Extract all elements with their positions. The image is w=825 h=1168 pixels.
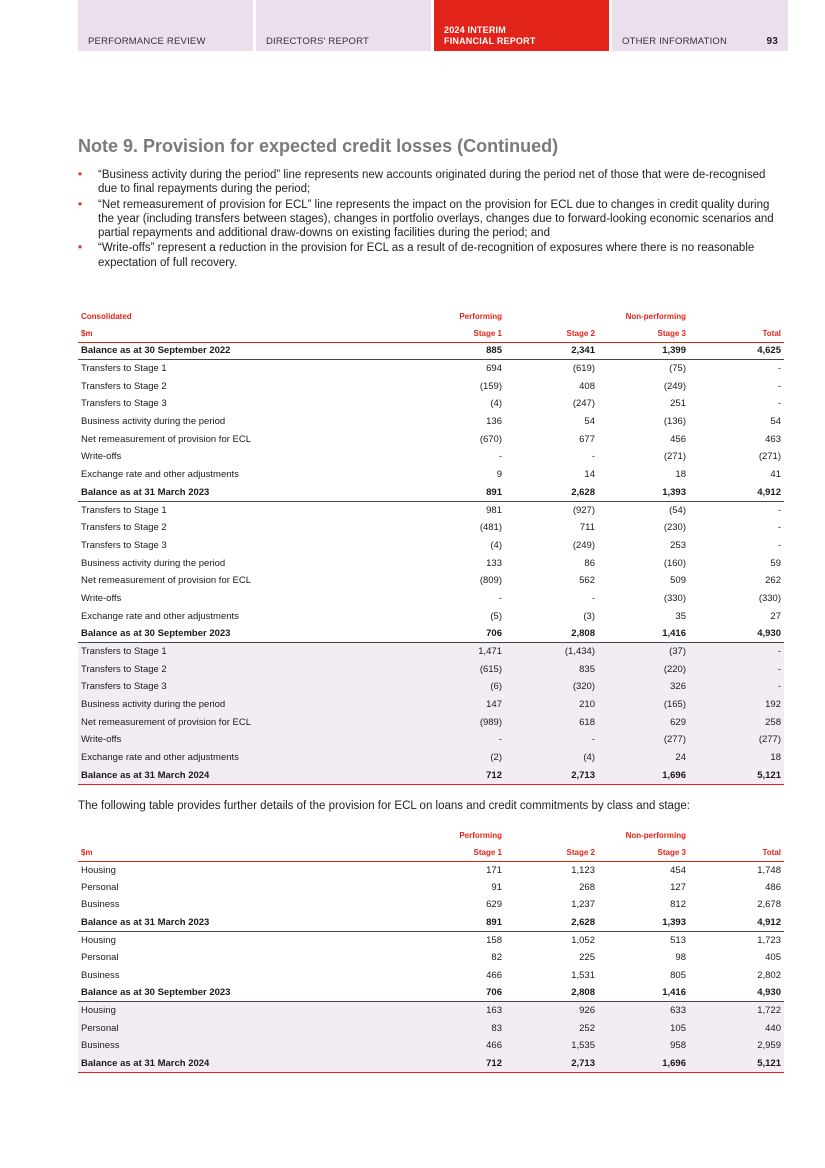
balance-row [78,342,784,360]
table-cell: 712 [418,1055,505,1073]
table-cell: (230) [663,522,686,534]
table-cell: - [505,731,598,749]
table-cell: (271) [758,451,781,463]
table-cell: - [498,592,502,604]
table-cell: 136 [486,416,502,428]
table-cell: 14 [584,469,595,481]
row-label: Personal [81,952,119,964]
table-cell: (615) [418,660,505,678]
ecl-movement-table [78,308,784,785]
table-cell: 252 [505,1019,598,1037]
row-label: Business [81,969,120,981]
row-label: Business activity during the period [81,416,226,428]
row-label: Balance as at 31 March 2023 [78,484,418,502]
table-row [78,554,784,572]
table-cell: 456 [670,433,686,445]
row-label: Write-offs [78,731,418,749]
row-label: Balance as at 31 March 2024 [78,767,418,785]
row-label: Net remeasurement of provision for ECL [78,713,418,731]
table-row [78,931,784,949]
column-header [689,827,784,844]
table-cell: 1,052 [571,934,595,946]
row-label: Balance as at 30 September 2023 [78,984,418,1002]
table-cell: 2,808 [505,625,598,643]
table-cell: 2,713 [505,767,598,785]
table-cell: 59 [770,557,781,569]
tab-label: PERFORMANCE REVIEW [88,36,206,47]
table-cell: 4,912 [689,484,784,502]
table-cell: 86 [584,557,595,569]
table-row [78,678,784,696]
table-cell: - [777,522,781,534]
table-cell: 405 [765,952,781,964]
table-cell: 105 [598,1019,689,1037]
section-tabs [78,0,788,51]
table-cell: - [498,451,502,463]
row-label: Business [78,1037,418,1055]
row-label: Business [81,899,120,911]
table-cell: - [777,380,781,392]
table-cell: 91 [491,881,502,893]
table-cell: 158 [486,934,502,946]
row-label: Business activity during the period [81,557,226,569]
table-cell: 133 [486,557,502,569]
table-cell: (4) [490,398,502,410]
column-header: Total [689,844,784,861]
table-cell: 2,628 [505,914,598,932]
table-cell: - [777,539,781,551]
column-header [505,308,598,325]
table-row [78,519,784,537]
table-row [78,713,784,731]
table-header-row [78,827,784,844]
balance-row [78,1055,784,1073]
table-cell: 258 [689,713,784,731]
table-cell: 225 [579,952,595,964]
table-row [78,1019,784,1037]
table-cell: (670) [479,433,502,445]
table-cell: (5) [490,610,502,622]
table2-intro: The following table provides further details of the provision for ECL on loans and credit commitments by class and stage: [78,800,690,812]
table-cell: 1,399 [598,342,689,360]
table-row [78,501,784,519]
table-row [78,643,784,661]
row-label: Housing [81,934,116,946]
table-header-row [78,325,784,342]
table-row [78,537,784,555]
table-cell: 1,237 [571,899,595,911]
table-row [78,395,784,413]
column-header: $m [78,844,418,861]
table-cell: - [689,643,784,661]
row-label: Net remeasurement of provision for ECL [81,433,252,445]
table-cell: 1,696 [598,1055,689,1073]
tab-directors-report[interactable] [256,0,431,51]
table-cell: 262 [765,575,781,587]
table-cell: - [689,678,784,696]
table-cell: 1,393 [598,484,689,502]
table-row [78,360,784,378]
column-header: Stage 2 [505,844,598,861]
balance-row [78,625,784,643]
balance-row [78,914,784,932]
row-label: Transfers to Stage 1 [81,504,167,516]
table-row [78,967,784,985]
balance-row [78,484,784,502]
balance-row [78,984,784,1002]
row-label: Business activity during the period [78,696,418,714]
table-row [78,572,784,590]
tab-performance-review[interactable] [78,0,253,51]
row-label: Transfers to Stage 3 [81,539,167,551]
table-cell: 562 [579,575,595,587]
table-cell: 1,723 [757,934,781,946]
table-cell: 835 [505,660,598,678]
table-cell: 440 [689,1019,784,1037]
table-row [78,731,784,749]
row-label: Transfers to Stage 2 [78,660,418,678]
column-header [689,308,784,325]
table-header-row [78,308,784,325]
table-cell: 98 [675,952,686,964]
table-cell: 1,535 [505,1037,598,1055]
table-cell: - [591,451,595,463]
table-cell: - [418,731,505,749]
row-label: Housing [78,1002,418,1020]
table-row [78,448,784,466]
bullet-item: • “Business activity during the period” line represents new accounts originated during the period net of those that were de-recognised due to final repayments during the period; [78,168,778,197]
table-cell: 2,678 [757,899,781,911]
table-cell: 9 [496,469,502,481]
table-cell: (75) [669,363,686,375]
table-row [78,896,784,914]
table-cell: 27 [770,610,781,622]
table-cell: (271) [663,451,686,463]
table-cell: 5,121 [689,767,784,785]
row-label: Transfers to Stage 2 [81,522,167,534]
table-cell: (249) [663,380,686,392]
table-cell: 711 [579,522,595,534]
row-label: Exchange rate and other adjustments [81,610,239,622]
table-cell: 408 [579,380,595,392]
column-header: $m [78,325,418,342]
column-header: Performing [459,312,502,321]
table-cell: (4) [505,749,598,767]
row-label: Exchange rate and other adjustments [78,749,418,767]
table-cell: 1,748 [757,864,781,876]
column-header: Stage 3 [598,325,689,342]
table-cell: (165) [598,696,689,714]
row-label: Balance as at 31 March 2024 [78,1055,418,1073]
table-cell: 706 [418,984,505,1002]
row-label: Net remeasurement of provision for ECL [81,575,252,587]
table-cell: (481) [479,522,502,534]
table-cell: 513 [670,934,686,946]
column-header: Non-performing [625,831,686,840]
tab-label: DIRECTORS' REPORT [266,36,370,47]
table-cell: (2) [418,749,505,767]
table-cell: (160) [663,557,686,569]
table-cell: 454 [670,864,686,876]
table-row [78,413,784,431]
table-cell: (6) [418,678,505,696]
table-cell: (330) [758,592,781,604]
table-cell: 2,628 [505,484,598,502]
column-header: Stage 1 [418,844,505,861]
table-cell: (619) [572,363,595,375]
table-cell: 4,930 [689,625,784,643]
table-cell: 812 [670,899,686,911]
table-cell: (136) [663,416,686,428]
row-label: Write-offs [81,592,122,604]
table-cell: - [591,592,595,604]
table-cell: 694 [486,363,502,375]
table-cell: 35 [675,610,686,622]
row-label: Transfers to Stage 1 [81,363,167,375]
table-row [78,466,784,484]
row-label: Exchange rate and other adjustments [81,469,239,481]
table-cell: 629 [486,899,502,911]
table-header-row [78,844,784,861]
table-cell: 891 [418,914,505,932]
table-row [78,1037,784,1055]
row-label: Transfers to Stage 3 [81,398,167,410]
table-cell: 171 [486,864,502,876]
table-cell: (809) [479,575,502,587]
table-row [78,660,784,678]
table-cell: (320) [505,678,598,696]
column-header [505,827,598,844]
table-cell: 2,713 [505,1055,598,1073]
table-cell: 2,959 [689,1037,784,1055]
row-label: Transfers to Stage 2 [81,380,167,392]
table-cell: 54 [584,416,595,428]
table-cell: 2,341 [505,342,598,360]
column-header: Performing [459,831,502,840]
row-label: Transfers to Stage 1 [78,643,418,661]
table-cell: (220) [598,660,689,678]
table-cell: 712 [418,767,505,785]
tab-interim-financial-report[interactable] [434,0,609,51]
table-cell: 2,802 [757,969,781,981]
table-cell: 633 [598,1002,689,1020]
table-cell: 268 [579,881,595,893]
table-row [78,430,784,448]
table-cell: - [777,363,781,375]
table-cell: - [777,398,781,410]
row-label: Transfers to Stage 3 [78,678,418,696]
table-cell: (4) [490,539,502,551]
table-row [78,377,784,395]
table-cell: (277) [689,731,784,749]
page-title: Note 9. Provision for expected credit losses (Continued) [78,136,559,156]
table-cell: 466 [486,969,502,981]
row-label: Balance as at 31 March 2023 [78,914,418,932]
table-cell: 83 [418,1019,505,1037]
table-cell: 1,416 [598,984,689,1002]
table-cell: 147 [418,696,505,714]
page-number: 93 [766,36,778,47]
table-cell: 1,123 [571,864,595,876]
table-cell: 509 [670,575,686,587]
table-row [78,1002,784,1020]
table-cell: (989) [418,713,505,731]
row-label: Personal [78,1019,418,1037]
tab-label [444,25,536,47]
column-header: Non-performing [625,312,686,321]
table-row [78,749,784,767]
column-header: Consolidated [81,312,132,321]
table-cell: 805 [670,969,686,981]
table-row [78,696,784,714]
table-cell: 618 [505,713,598,731]
table-cell: (159) [479,380,502,392]
row-label: Balance as at 30 September 2023 [78,625,418,643]
table-cell: 885 [418,342,505,360]
column-header [78,827,418,844]
table-cell: 4,912 [689,914,784,932]
table-cell: 210 [505,696,598,714]
table-cell: (54) [669,504,686,516]
table-row [78,879,784,897]
column-header: Stage 3 [598,844,689,861]
table-cell: (3) [583,610,595,622]
table-cell: 463 [765,433,781,445]
bullet-item: • “Net remeasurement of provision for ECL” line represents the impact on the provision for ECL due to changes in credit quality during the year (including transfers between stages), changes in portfolio overlays, changes due to forward-looking economic scenarios and partial repayments and additional draw-downs on existing facilities during the period; and [78,198,778,241]
tab-other-information[interactable] [612,0,788,51]
table-cell: 24 [598,749,689,767]
table-cell: 677 [579,433,595,445]
table-row [78,861,784,879]
table-cell: 54 [770,416,781,428]
table-cell: 4,930 [689,984,784,1002]
table-cell: (277) [598,731,689,749]
column-header: Stage 1 [418,325,505,342]
table-cell: (37) [598,643,689,661]
row-label: Balance as at 30 September 2022 [78,342,418,360]
table-cell: 251 [670,398,686,410]
column-header: Total [689,325,784,342]
table-cell: 926 [505,1002,598,1020]
row-label: Personal [81,881,119,893]
table-cell: 486 [765,881,781,893]
tab-label-line1: 2024 INTERIM [444,25,506,35]
row-label: Write-offs [81,451,122,463]
bullet-list [78,168,778,271]
table-cell: 5,121 [689,1055,784,1073]
table-cell: 163 [418,1002,505,1020]
table-row [78,590,784,608]
table-cell: 1,393 [598,914,689,932]
table-cell: 4,625 [689,342,784,360]
table-cell: 891 [418,484,505,502]
table-cell: 18 [689,749,784,767]
table-cell: 127 [670,881,686,893]
table-cell: 326 [598,678,689,696]
ecl-by-class-table [78,827,784,1073]
table-cell: (247) [572,398,595,410]
table-row [78,949,784,967]
table-cell: 629 [598,713,689,731]
table-cell: (927) [572,504,595,516]
tab-label: OTHER INFORMATION [622,36,728,47]
table-cell: 1,722 [689,1002,784,1020]
table-cell: (249) [572,539,595,551]
table-cell: 18 [675,469,686,481]
table-cell: 981 [486,504,502,516]
table-cell: 1,471 [418,643,505,661]
table-cell: 1,531 [571,969,595,981]
balance-row [78,767,784,785]
table-cell: (1,434) [505,643,598,661]
table-cell: - [777,504,781,516]
column-header: Stage 2 [505,325,598,342]
table-cell: 958 [598,1037,689,1055]
table-cell: 82 [491,952,502,964]
table-cell: 466 [418,1037,505,1055]
table-cell: 1,696 [598,767,689,785]
table-cell: 2,808 [505,984,598,1002]
table-cell: 253 [670,539,686,551]
table-cell: - [689,660,784,678]
table-cell: (330) [663,592,686,604]
row-label: Housing [81,864,116,876]
table-cell: 1,416 [598,625,689,643]
tab-label-line2: FINANCIAL REPORT [444,36,536,46]
bullet-item: • “Write-offs” represent a reduction in the provision for ECL as a result of de-recognition of exposures where there is no reasonable expectation of full recovery. [78,241,778,270]
table-cell: 192 [689,696,784,714]
table-row [78,607,784,625]
table-cell: 706 [418,625,505,643]
table-cell: 41 [770,469,781,481]
